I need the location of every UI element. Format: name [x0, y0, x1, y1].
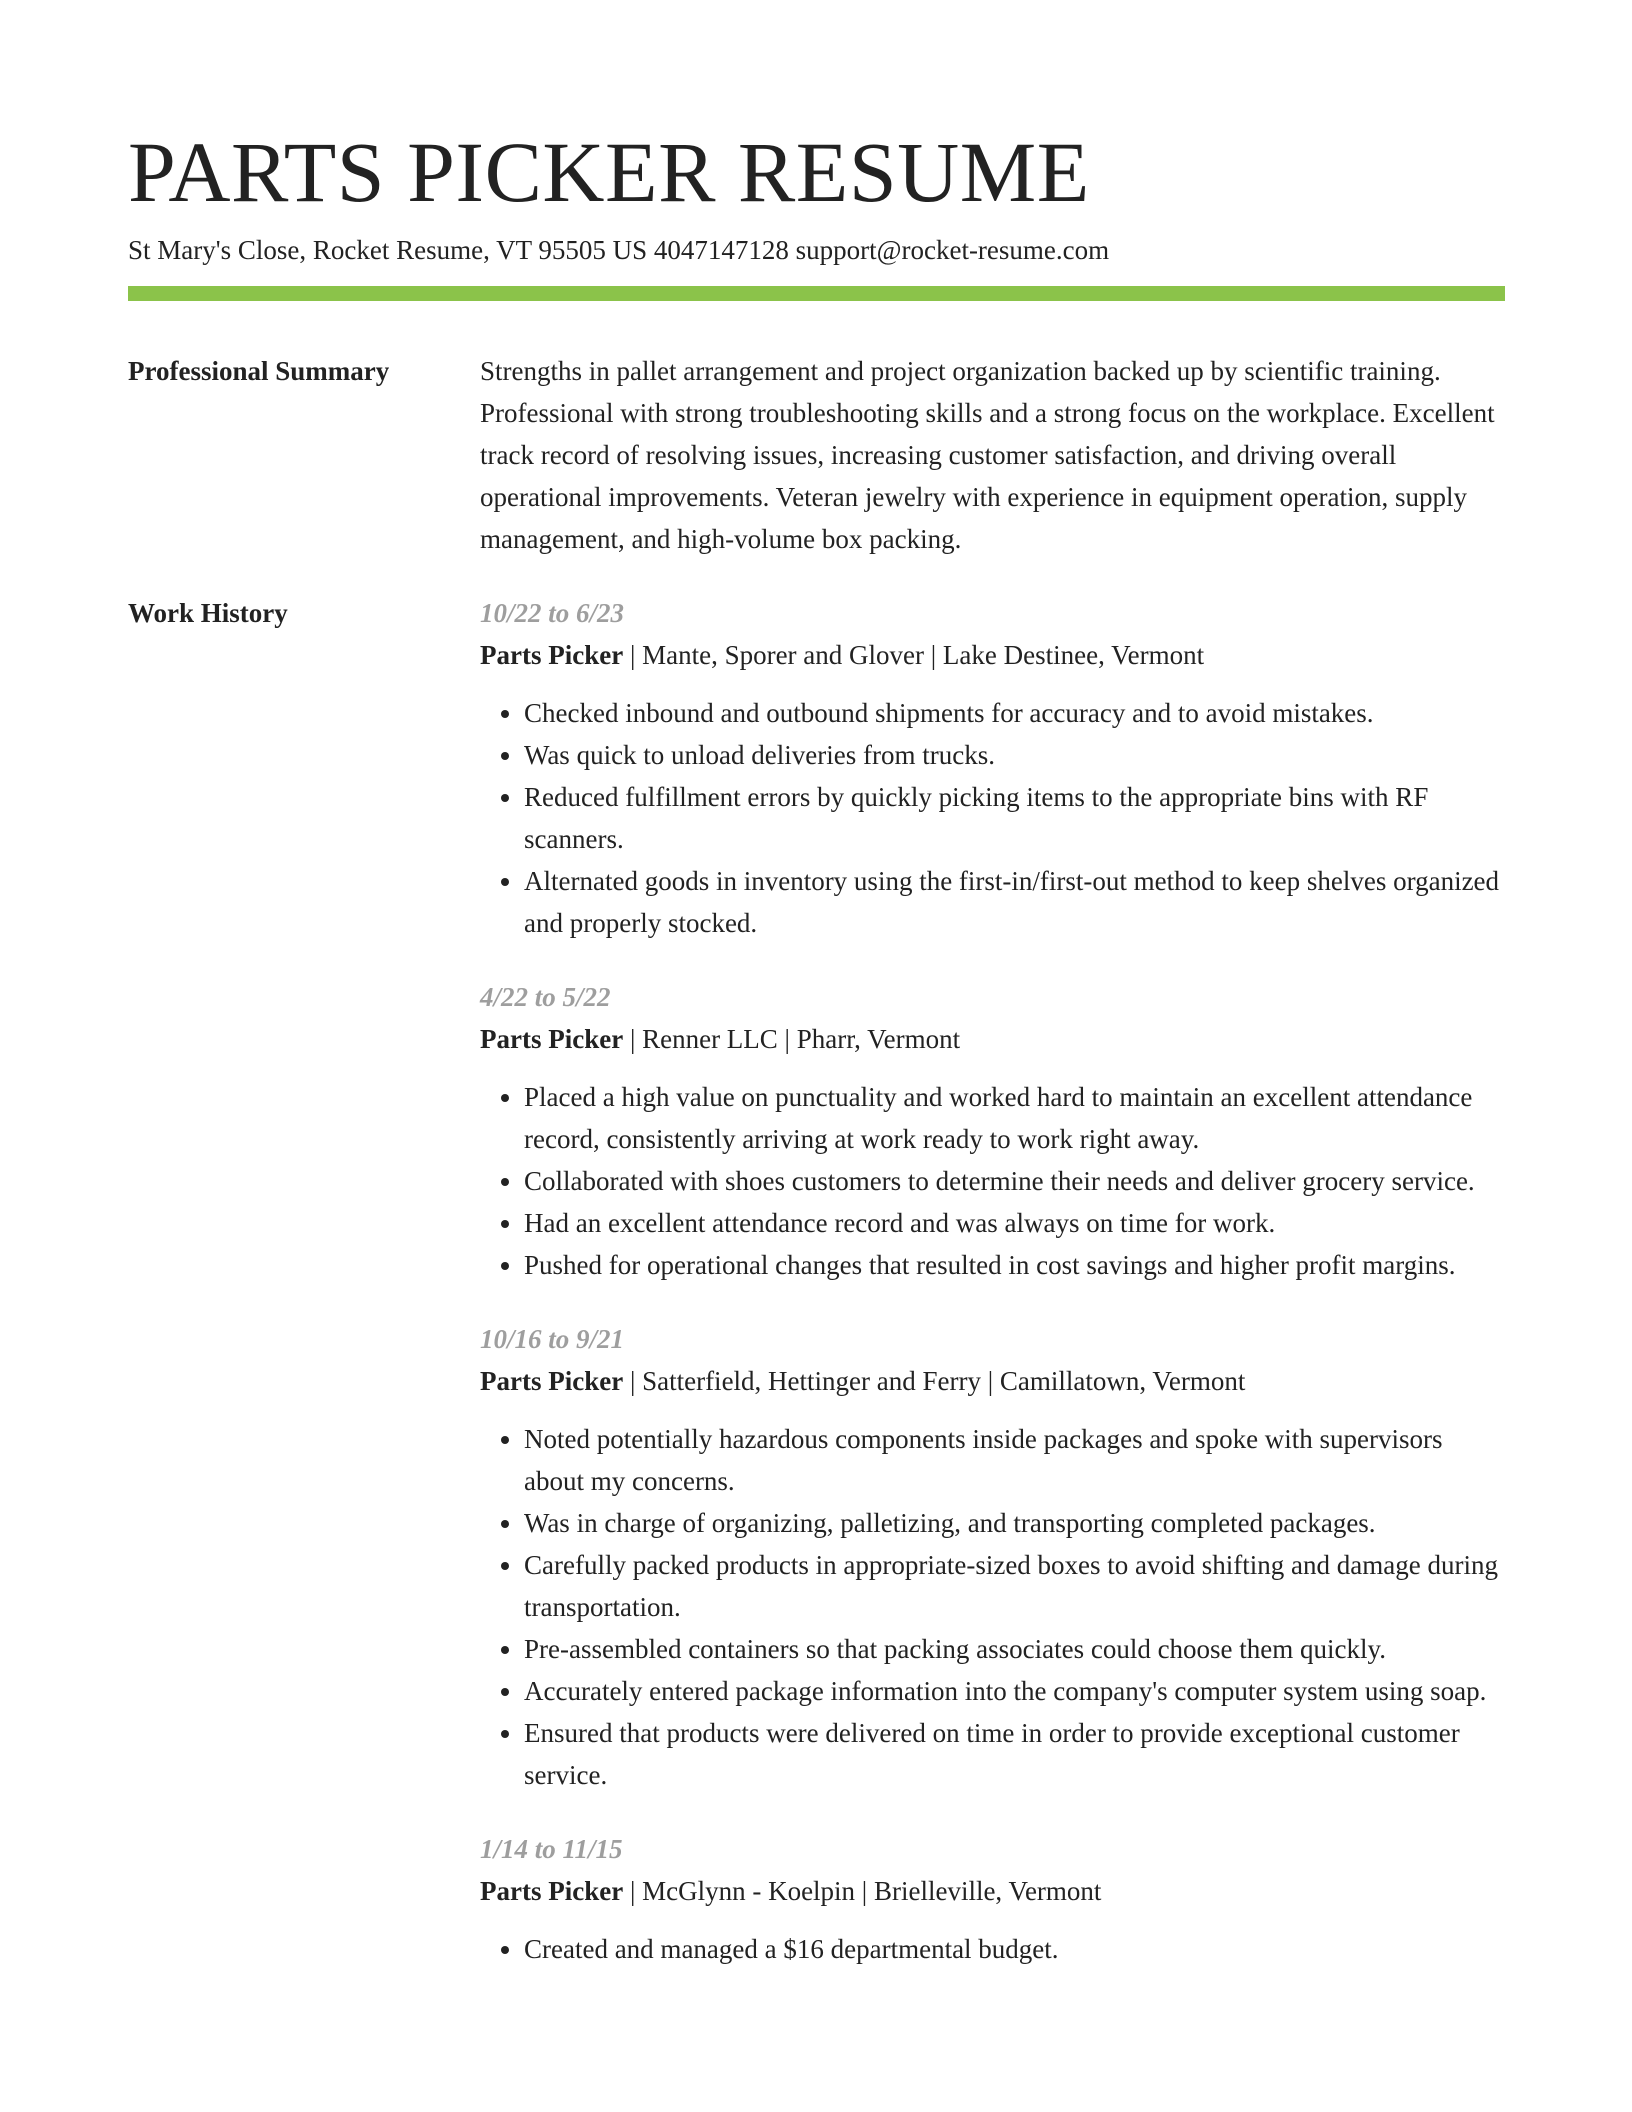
summary-body: [480, 350, 1505, 560]
job-company-location: | Satterfield, Hettinger and Ferry | Camillatown, Vermont: [623, 1366, 1246, 1396]
job-entry: [480, 976, 1505, 1286]
job-bullet: • Had an excellent attendance record and was always on time for work.: [524, 1202, 1505, 1244]
summary-text: Strengths in pallet arrangement and project organization backed up by scientific training. Professional with strong troubleshooting skills and a strong focus on the workplace. Excellent track record of resolving issues, increasing customer satisfaction, and driving overall operational improvements. Veteran jewelry with experience in equipment operation, supply management, and high-volume box packing.: [480, 356, 1495, 554]
work-history-body: [480, 592, 1505, 2002]
job-bullet: • Accurately entered package information into the company's computer system using soap.: [524, 1670, 1505, 1712]
job-dates: 10/22 to 6/23: [480, 598, 625, 628]
job-heading: [480, 1870, 1505, 1912]
job-title: Parts Picker: [480, 1024, 624, 1054]
job-company-location: | Mante, Sporer and Glover | Lake Destinee, Vermont: [623, 640, 1205, 670]
job-bullet: • Checked inbound and outbound shipments for accuracy and to avoid mistakes.: [524, 692, 1505, 734]
job-bullet: • Carefully packed products in appropriate-sized boxes to avoid shifting and damage during transportation.: [524, 1544, 1505, 1628]
job-entry: [480, 592, 1505, 944]
job-bullet: • Alternated goods in inventory using the first-in/first-out method to keep shelves organized and properly stocked.: [524, 860, 1505, 944]
contact-info: St Mary's Close, Rocket Resume, VT 95505 US 4047147128 support@rocket-resume.com: [128, 235, 1110, 265]
job-title: Parts Picker: [480, 1876, 624, 1906]
job-bullet: • Reduced fulfillment errors by quickly picking items to the appropriate bins with RF scanners.: [524, 776, 1505, 860]
resume-title: PARTS PICKER RESUME: [128, 124, 1090, 220]
job-bullet: • Created and managed a $16 departmental budget.: [524, 1928, 1505, 1970]
job-heading: [480, 1018, 1505, 1060]
job-company-location: | Renner LLC | Pharr, Vermont: [623, 1024, 961, 1054]
job-bullet: • Was quick to unload deliveries from trucks.: [524, 734, 1505, 776]
accent-divider: [128, 286, 1505, 301]
job-bullet-list: [480, 1418, 1505, 1796]
job-heading: [480, 634, 1505, 676]
job-company-location: | McGlynn - Koelpin | Brielleville, Vermont: [623, 1876, 1102, 1906]
job-title: Parts Picker: [480, 640, 624, 670]
job-bullet: • Noted potentially hazardous components inside packages and spoke with supervisors about my concerns.: [524, 1418, 1505, 1502]
job-dates: 1/14 to 11/15: [480, 1834, 623, 1864]
job-bullet-list: [480, 1076, 1505, 1286]
job-bullet-list: [480, 692, 1505, 944]
section-label-summary: Professional Summary: [128, 356, 390, 386]
job-bullet: • Was in charge of organizing, palletizing, and transporting completed packages.: [524, 1502, 1505, 1544]
job-bullet: • Pre-assembled containers so that packing associates could choose them quickly.: [524, 1628, 1505, 1670]
job-heading: [480, 1360, 1505, 1402]
job-bullet: • Collaborated with shoes customers to determine their needs and deliver grocery service.: [524, 1160, 1505, 1202]
job-title: Parts Picker: [480, 1366, 624, 1396]
job-entry: [480, 1318, 1505, 1796]
job-dates: 4/22 to 5/22: [480, 982, 611, 1012]
job-bullet: • Placed a high value on punctuality and worked hard to maintain an excellent attendance record, consistently arriving at work ready to work right away.: [524, 1076, 1505, 1160]
job-dates: 10/16 to 9/21: [480, 1324, 625, 1354]
job-entry: [480, 1828, 1505, 1970]
job-bullet-list: [480, 1928, 1505, 1970]
job-bullet: • Pushed for operational changes that resulted in cost savings and higher profit margins.: [524, 1244, 1505, 1286]
section-label-work-history: Work History: [128, 598, 288, 628]
job-bullet: • Ensured that products were delivered on time in order to provide exceptional customer service.: [524, 1712, 1505, 1796]
